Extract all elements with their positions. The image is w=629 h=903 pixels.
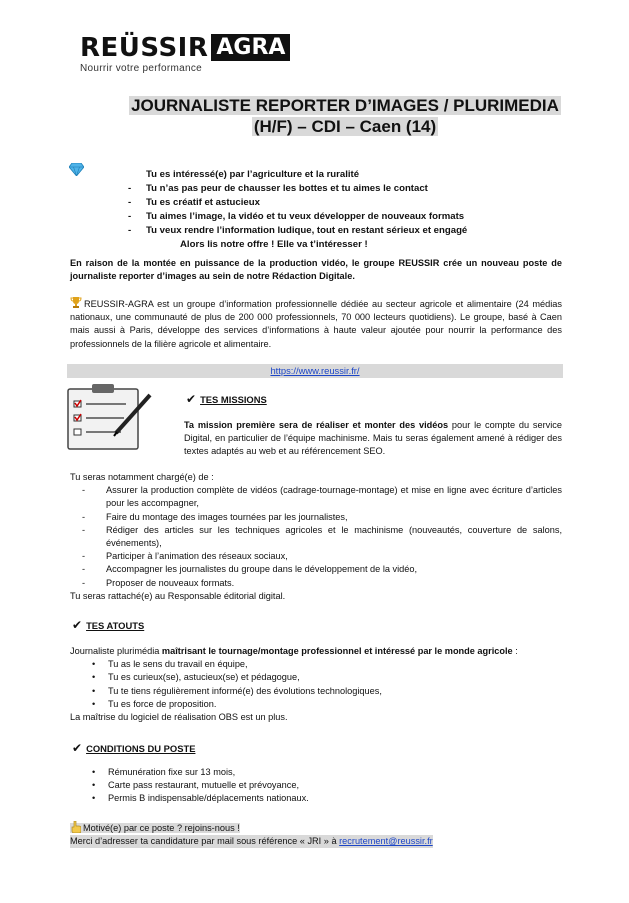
url-bar [67,364,563,378]
cta-line-1: Motivé(e) par ce poste ? rejoins-nous ! [70,823,240,833]
atouts-heading: ✔ TES ATOUTS [72,618,145,632]
check-icon: ✔ [186,392,197,406]
atouts-outro: La maîtrise du logiciel de réalisation OBS est un plus. [70,712,288,723]
logo [80,33,290,74]
list-item: • Tu as le sens du travail en équipe, [70,658,562,671]
list-item: - Accompagner les journalistes du groupe dans le développement de la vidéo, [70,563,562,576]
list-item: - Proposer de nouveaux formats. [70,577,562,590]
check-icon: ✔ [72,741,83,755]
intro-item: - Tu n’as pas peur de chausser les bottes et tu aimes le contact [70,182,570,196]
intro-list [70,182,570,238]
missions-heading: ✔ TES MISSIONS [186,392,267,406]
company-paragraph [70,297,562,351]
intro-item: - Tu aimes l’image, la vidéo et tu veux développer de nouveaux formats [70,210,570,224]
list-item: • Rémunération fixe sur 13 mois, [70,766,562,779]
list-item: • Tu te tiens régulièrement informé(e) des évolutions technologiques, [70,685,562,698]
atouts-lead: Journaliste plurimédia maîtrisant le tournage/montage professionnel et intéressé par le monde agricole : [70,646,518,656]
missions-intro: Tu seras notamment chargé(e) de : [70,472,214,482]
missions-body [70,471,562,603]
list-item: - Faire du montage des images tournées par les journalistes, [70,511,562,524]
conditions-list [70,766,562,806]
list-item: • Permis B indispensable/déplacements nationaux. [70,792,562,805]
check-icon: ✔ [72,618,83,632]
atouts-list [70,658,562,711]
email-link[interactable]: recrutement@reussir.fr [339,836,433,847]
title-line-1: JOURNALISTE REPORTER D’IMAGES / PLURIMEDIA [131,96,559,115]
intro-closing: Alors lis notre offre ! Elle va t’intéresser ! [180,239,368,250]
cta-block [70,821,540,848]
logo-word-reussir: REÜSSIR [80,33,209,63]
title-line-2: (H/F) – CDI – Caen (14) [253,117,437,136]
intro-first: Tu es intéressé(e) par l’agriculture et la ruralité [146,169,360,180]
list-item: - Assurer la production complète de vidéos (cadrage-tournage-montage) et mise en ligne avec écriture d’articles pour les accompagner, [70,484,562,510]
intro-item: - Tu es créatif et astucieux [70,196,570,210]
clipboard-icon [66,383,154,451]
missions-outro: Tu seras rattaché(e) au Responsable éditorial digital. [70,590,286,601]
cta-line-2: Merci d’adresser ta candidature par mail sous référence « JRI » à recrutement@reussir.fr [70,835,433,848]
page-title [125,95,565,137]
pointing-hand-icon [70,821,81,833]
context-paragraph: En raison de la montée en puissance de la production vidéo, le groupe REUSSIR crée un nouveau poste de journaliste reporter d’images au sein de notre Rédaction Digitale. [70,258,562,282]
list-item: • Tu es curieux(se), astucieux(se) et pédagogue, [70,671,562,684]
intro-item: - Tu veux rendre l’information ludique, tout en restant sérieux et engagé [70,224,570,238]
logo-word-agra: AGRA [211,34,290,61]
company-text: REUSSIR-AGRA est un groupe d’information professionnelle dédiée au secteur agricole et alimentaire (24 médias nationaux, une communauté de plus de 200 000 professionnels, 70 000 lecteurs quotidiens). Le groupe, basé à Caen mais aussi à Paris, développe des services d’informations à haute valeur ajoutée pour nourrir la performance des professionnels de la filière agricole et alimentaire. [70,299,562,349]
conditions-body [70,766,562,806]
website-link[interactable]: https://www.reussir.fr/ [270,365,360,376]
atouts-body [70,645,562,724]
intro-block [70,168,570,252]
list-item: - Participer à l’animation des réseaux sociaux, [70,550,562,563]
list-item: - Rédiger des articles sur les techniques agricoles et le machinisme (nouveautés, couverture de salons, événements), [70,524,562,550]
list-item: • Carte pass restaurant, mutuelle et prévoyance, [70,779,562,792]
conditions-heading: ✔ CONDITIONS DU POSTE [72,741,196,755]
missions-lead: Ta mission première sera de réaliser et monter des vidéos pour le compte du service Digital, en particulier de l’équipe machinisme. Mais tu seras également amené à rédiger des textes adaptés au web et au référencement SEO. [184,420,562,457]
missions-list [70,484,562,590]
trophy-icon [70,297,82,308]
list-item: • Tu es force de proposition. [70,698,562,711]
logo-tagline: Nourrir votre performance [80,63,202,74]
